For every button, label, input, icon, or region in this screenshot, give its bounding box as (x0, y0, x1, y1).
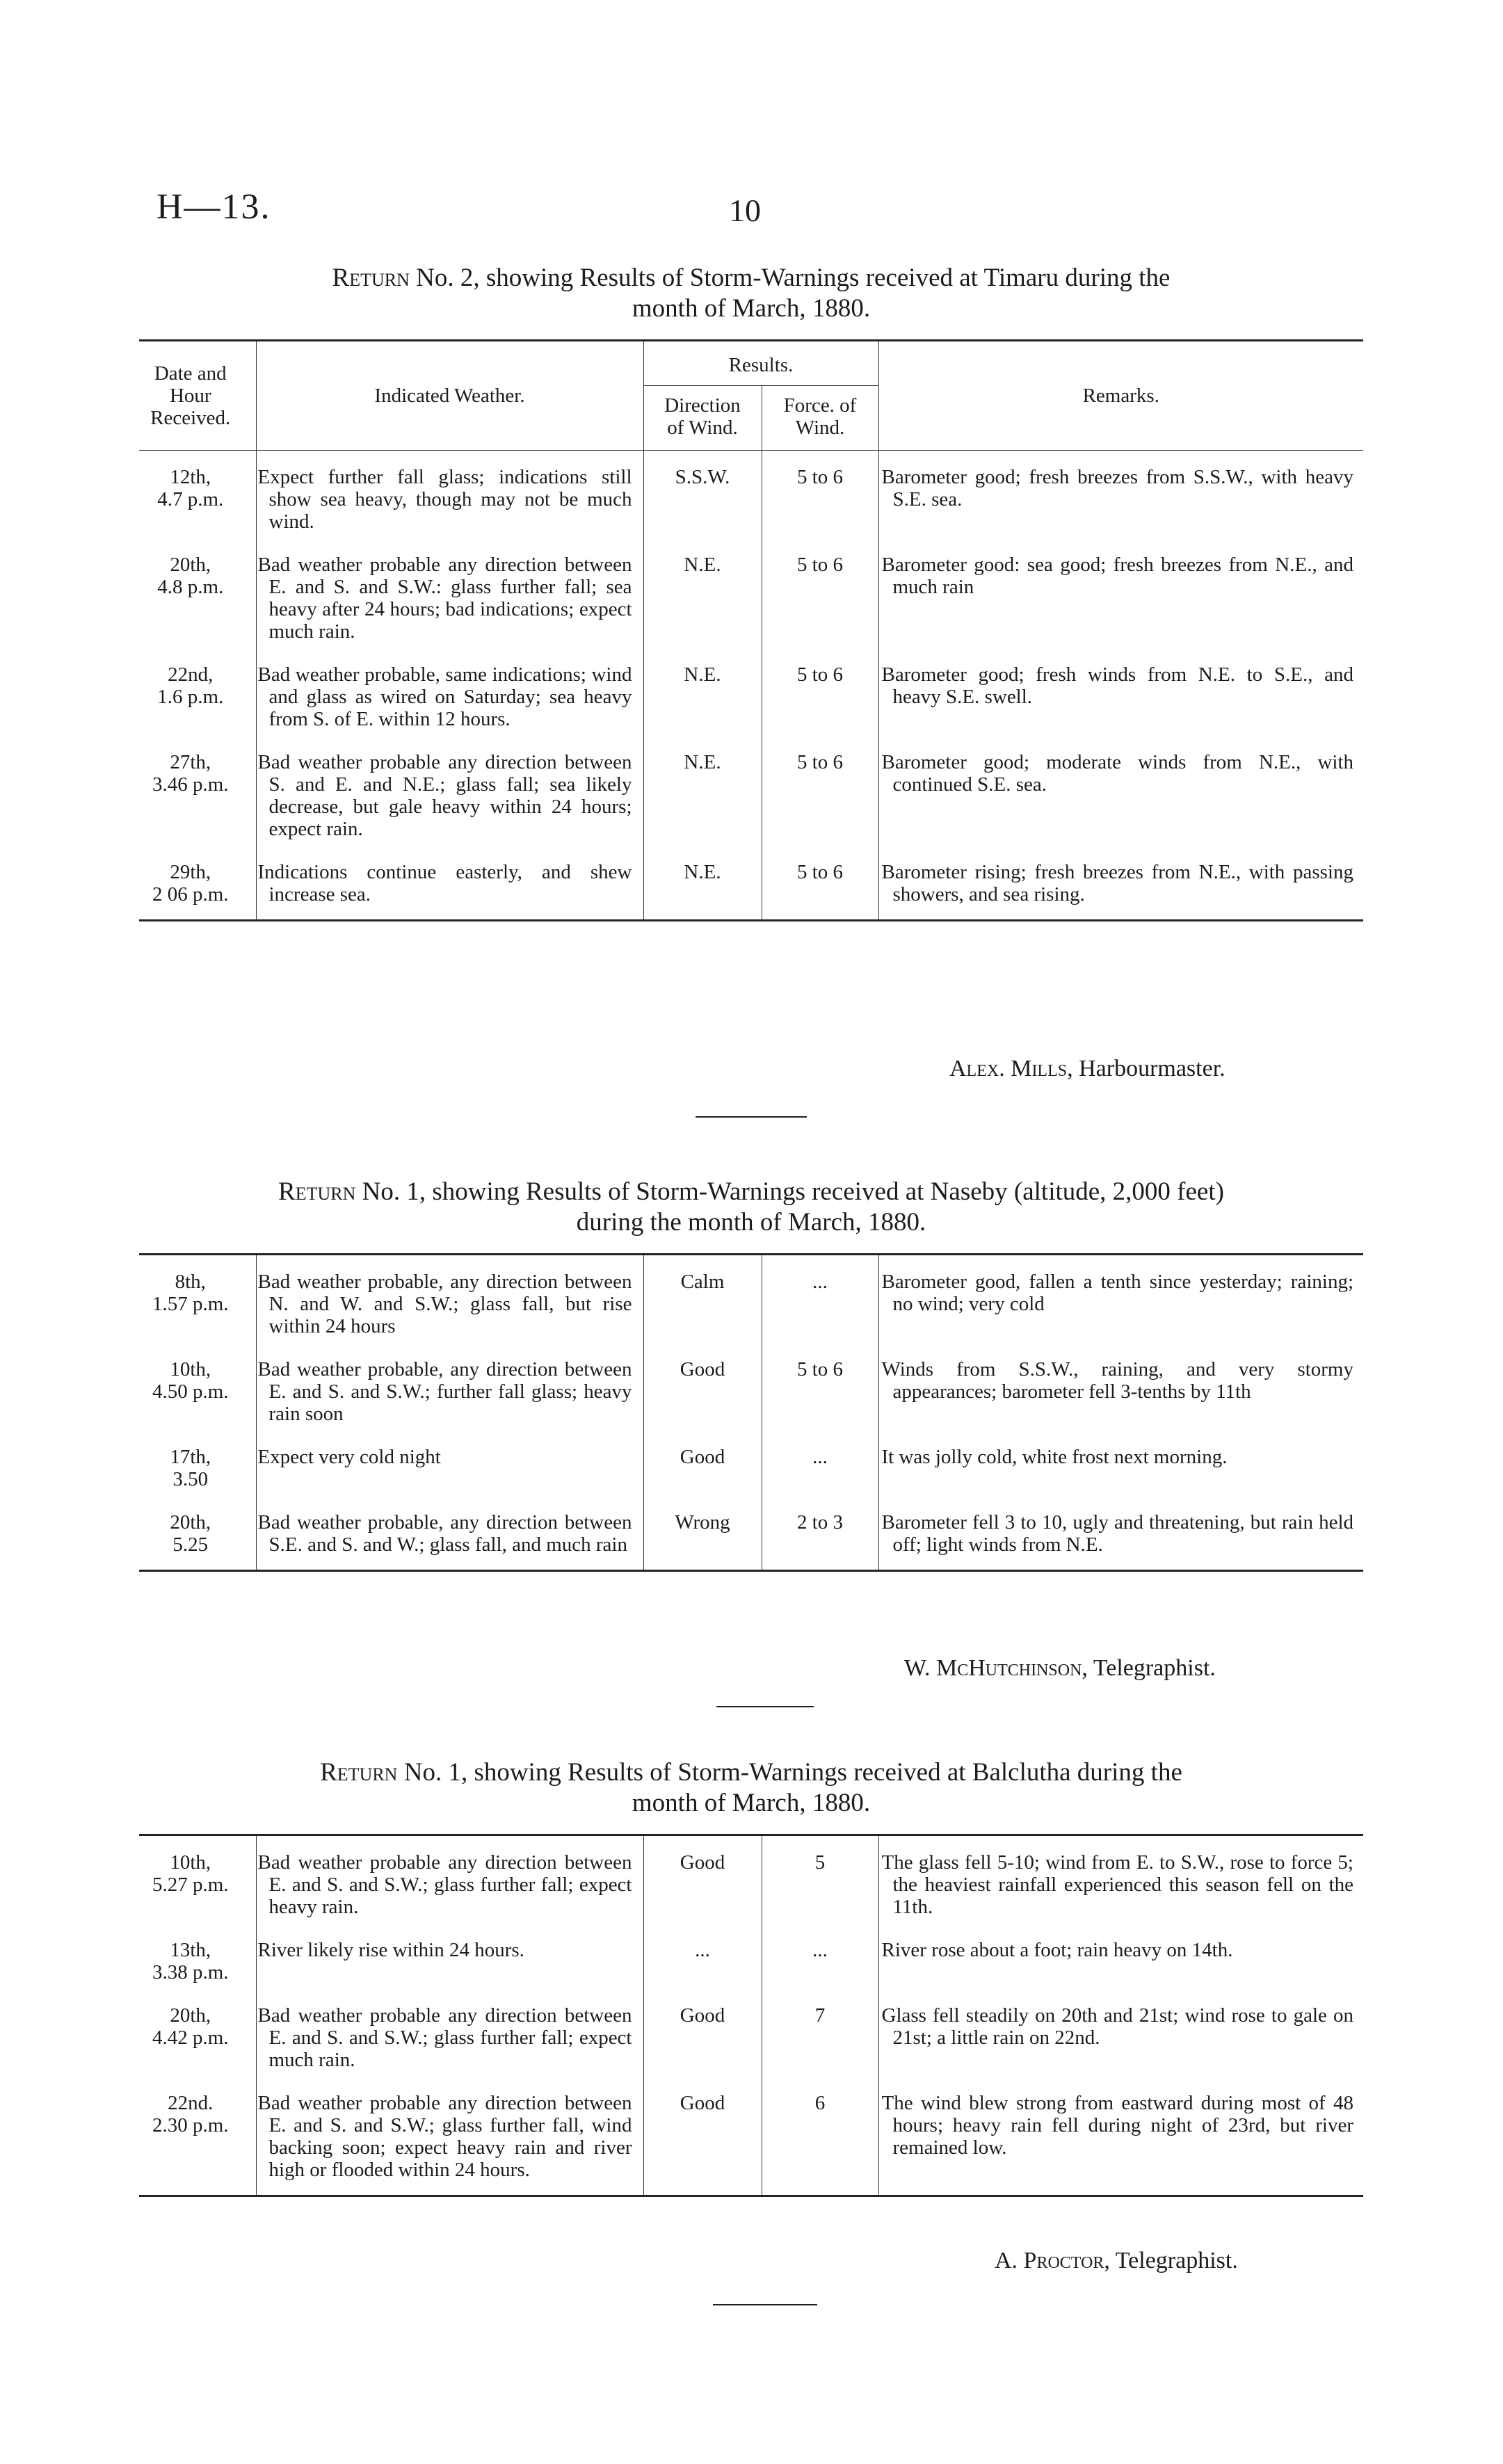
direction-cell: Good (643, 1835, 762, 1919)
table-row (139, 1918, 1363, 1983)
table-row (139, 643, 1363, 730)
col-header-indicated: Indicated Weather. (256, 341, 643, 451)
table-row (139, 730, 1363, 840)
direction-cell: Good (643, 2071, 762, 2196)
weather-cell: Bad weather probable any direction between E. and S. and S.W.; glass further fall; expect much rain. (256, 1983, 643, 2071)
remarks-cell: The glass fell 5-10; wind from E. to S.W., rose to force 5; the heaviest rainfall experienced this season fell on the 11th. (878, 1835, 1363, 1919)
caption-line-1: No. 1, showing Results of Storm-Warnings received at Balclutha during the (403, 1758, 1182, 1787)
remarks-cell: Barometer good; fresh breezes from S.S.W., with heavy S.E. sea. (878, 451, 1363, 533)
timaru-signature: Alex. Mills, Harbourmaster. (949, 1056, 1225, 1081)
caption-line-2: month of March, 1880. (632, 294, 871, 323)
timaru-table (139, 339, 1363, 921)
force-cell: 2 to 3 (762, 1490, 878, 1571)
col-header-date: Date and Hour Received. (139, 341, 256, 451)
balclutha-table (139, 1834, 1363, 2197)
date-cell: 20th, 5.25 (170, 1511, 211, 1556)
date-cell: 17th, 3.50 (170, 1446, 211, 1490)
date-cell: 20th, 4.42 p.m. (152, 2004, 229, 2049)
date-cell: 8th, 1.57 p.m. (152, 1271, 229, 1315)
section-divider (716, 1706, 814, 1707)
remarks-cell: Barometer good: sea good; fresh breezes from N.E., and much rain (878, 533, 1363, 643)
page-reference: H—13. (156, 187, 271, 227)
date-cell: 27th, 3.46 p.m. (152, 751, 229, 796)
weather-cell: Bad weather probable, any direction between N. and W. and S.W.; glass fall, but rise within 24 hours (256, 1255, 643, 1338)
direction-cell: Good (643, 1425, 762, 1490)
direction-cell: N.E. (643, 533, 762, 643)
force-cell: 7 (762, 1983, 878, 2071)
weather-cell: Expect further fall glass; indications still show sea heavy, though may not be much wind. (256, 451, 643, 533)
page-number: 10 (729, 193, 761, 228)
direction-cell: N.E. (643, 730, 762, 840)
table-row (139, 840, 1363, 921)
col-header-results: Results. (643, 341, 878, 386)
force-cell: 5 to 6 (762, 643, 878, 730)
force-cell: 5 to 6 (762, 730, 878, 840)
date-cell: 10th, 4.50 p.m. (152, 1358, 229, 1403)
timaru-caption (139, 263, 1363, 324)
remarks-cell: Glass fell steadily on 20th and 21st; wind rose to gale on 21st; a little rain on 22nd. (878, 1983, 1363, 2071)
remarks-cell: Winds from S.S.W., raining, and very stormy appearances; barometer fell 3-tenths by 11th (878, 1337, 1363, 1425)
date-cell: 12th, 4.7 p.m. (157, 466, 224, 510)
date-cell: 29th, 2 06 p.m. (152, 861, 229, 905)
naseby-table (139, 1253, 1363, 1572)
table-row (139, 1983, 1363, 2071)
table-row (139, 1490, 1363, 1571)
weather-cell: River likely rise within 24 hours. (256, 1918, 643, 1983)
weather-cell: Bad weather probable, any direction between S.E. and S. and W.; glass fall, and much rain (256, 1490, 643, 1571)
remarks-cell: Barometer fell 3 to 10, ugly and threatening, but rain held off; light winds from N.E. (878, 1490, 1363, 1571)
timaru-return-section (139, 263, 1363, 921)
weather-cell: Bad weather probable any direction between E. and S. and S.W.; glass further fall; expect heavy rain. (256, 1835, 643, 1919)
table-row (139, 1835, 1363, 1919)
weather-cell: Bad weather probable any direction between E. and S. and S.W.; glass further fall, wind backing soon; expect heavy rain and river high or flooded within 24 hours. (256, 2071, 643, 2196)
direction-cell: N.E. (643, 840, 762, 921)
weather-cell: Bad weather probable, any direction between E. and S. and S.W.; further fall glass; heavy rain soon (256, 1337, 643, 1425)
table-row (139, 2071, 1363, 2196)
caption-return-word: Return (278, 1177, 356, 1206)
naseby-caption (139, 1177, 1363, 1238)
direction-cell: Calm (643, 1255, 762, 1338)
force-cell: ... (762, 1255, 878, 1338)
direction-cell: N.E. (643, 643, 762, 730)
table-row (139, 1425, 1363, 1490)
date-cell: 13th, 3.38 p.m. (152, 1939, 229, 1983)
table-header-row (139, 341, 1363, 386)
weather-cell: Bad weather probable any direction between S. and E. and N.E.; glass fall; sea likely decrease, but gale heavy within 24 hours; expect rain. (256, 730, 643, 840)
balclutha-return-section (139, 1757, 1363, 2197)
remarks-cell: Barometer good; moderate winds from N.E., with continued S.E. sea. (878, 730, 1363, 840)
direction-cell: Good (643, 1337, 762, 1425)
table-row (139, 533, 1363, 643)
caption-line-1: No. 2, showing Results of Storm-Warnings received at Timaru during the (416, 264, 1171, 292)
weather-cell: Bad weather probable, same indications; wind and glass as wired on Saturday; sea heavy from S. of E. within 12 hours. (256, 643, 643, 730)
direction-cell: ... (643, 1918, 762, 1983)
direction-cell: Wrong (643, 1490, 762, 1571)
weather-cell: Indications continue easterly, and shew increase sea. (256, 840, 643, 921)
remarks-cell: Barometer good, fallen a tenth since yesterday; raining; no wind; very cold (878, 1255, 1363, 1338)
force-cell: 5 to 6 (762, 451, 878, 533)
force-cell: 5 to 6 (762, 840, 878, 921)
section-divider (713, 2304, 817, 2305)
remarks-cell: It was jolly cold, white frost next morning. (878, 1425, 1363, 1490)
remarks-cell: Barometer rising; fresh breezes from N.E., with passing showers, and sea rising. (878, 840, 1363, 921)
date-cell: 22nd. 2.30 p.m. (152, 2092, 229, 2136)
date-cell: 22nd, 1.6 p.m. (157, 663, 224, 708)
direction-cell: Good (643, 1983, 762, 2071)
force-cell: 6 (762, 2071, 878, 2196)
balclutha-caption (139, 1757, 1363, 1819)
force-cell: ... (762, 1425, 878, 1490)
date-cell: 10th, 5.27 p.m. (152, 1851, 229, 1896)
caption-line-2: during the month of March, 1880. (576, 1208, 926, 1237)
force-cell: 5 to 6 (762, 1337, 878, 1425)
caption-line-2: month of March, 1880. (632, 1789, 871, 1817)
force-cell: ... (762, 1918, 878, 1983)
table-row (139, 1337, 1363, 1425)
force-cell: 5 (762, 1835, 878, 1919)
col-header-direction: Direction of Wind. (643, 385, 762, 450)
remarks-cell: The wind blew strong from eastward during most of 48 hours; heavy rain fell during night of 23rd, but river remained low. (878, 2071, 1363, 2196)
balclutha-signature: A. Proctor, Telegraphist. (995, 2248, 1238, 2273)
remarks-cell: River rose about a foot; rain heavy on 14th. (878, 1918, 1363, 1983)
remarks-cell: Barometer good; fresh winds from N.E. to S.E., and heavy S.E. swell. (878, 643, 1363, 730)
col-header-remarks: Remarks. (878, 341, 1363, 451)
weather-cell: Bad weather probable any direction between E. and S. and S.W.: glass further fall; sea heavy after 24 hours; bad indications; expect much rain. (256, 533, 643, 643)
force-cell: 5 to 6 (762, 533, 878, 643)
col-header-force: Force. of Wind. (762, 385, 878, 450)
date-cell: 20th, 4.8 p.m. (157, 554, 224, 598)
weather-cell: Expect very cold night (256, 1425, 643, 1490)
naseby-signature: W. McHutchinson, Telegraphist. (904, 1655, 1216, 1681)
caption-return-word: Return (320, 1758, 398, 1787)
naseby-return-section (139, 1177, 1363, 1572)
section-divider (696, 1116, 807, 1118)
table-row (139, 451, 1363, 533)
direction-cell: S.S.W. (643, 451, 762, 533)
caption-line-1: No. 1, showing Results of Storm-Warnings received at Naseby (altitude, 2,000 feet) (362, 1177, 1224, 1206)
caption-return-word: Return (332, 264, 410, 292)
table-row (139, 1255, 1363, 1338)
